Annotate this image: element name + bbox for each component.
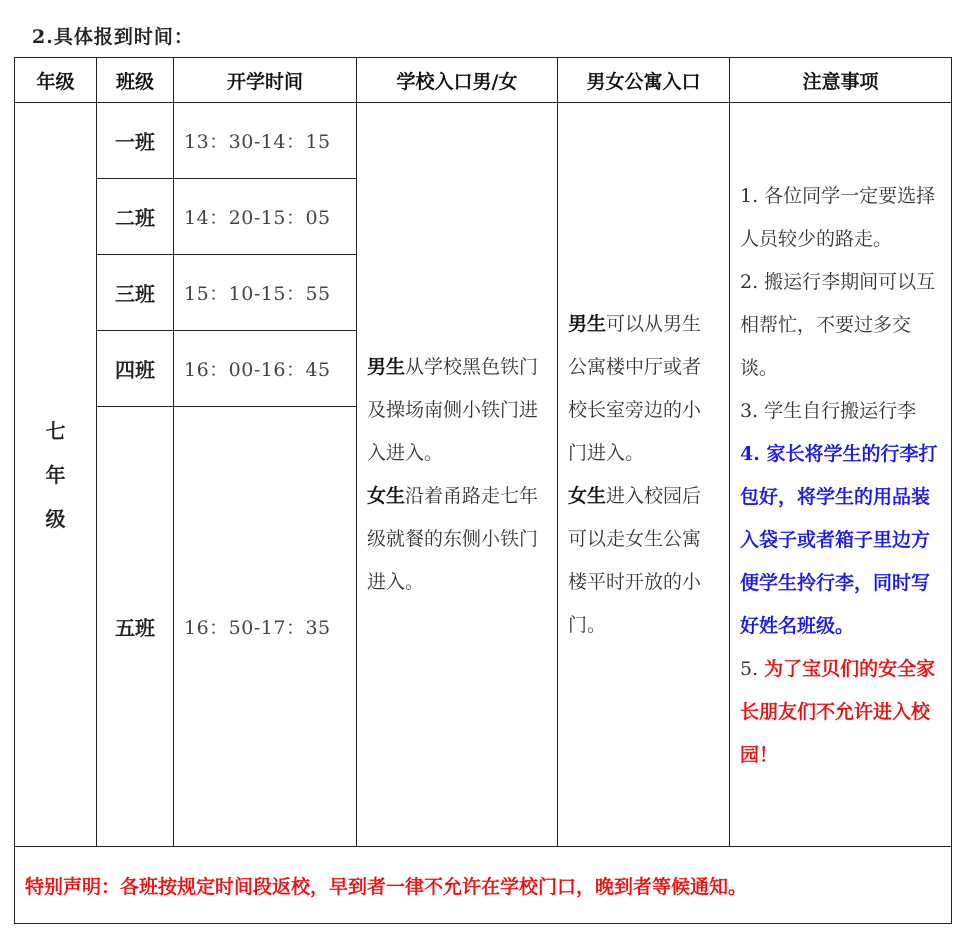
grade-char: 年 [45,462,66,487]
boys-text: 从学校黑色铁门及操场南侧小铁门进入进入。 [367,355,539,464]
notice-row [15,847,952,924]
note-5-prefix: 5. [740,657,765,680]
dorm-entrance-cell [558,103,730,847]
header-row [15,58,952,103]
school-entrance-girls [367,475,547,604]
class-time: 16：00-16：45 [174,331,357,407]
girls-text: 沿着甬路走七年级就餐的东侧小铁门进入。 [367,484,539,593]
school-entrance-cell [357,103,558,847]
girls-text: 进入校园后可以走女生公寓楼平时开放的小门。 [568,484,702,636]
header-grade: 年级 [15,58,97,103]
special-notice: 特别声明：各班按规定时间段返校，早到者一律不允许在学校门口，晚到者等候通知。 [15,847,952,924]
grade-char: 级 [45,506,66,531]
class-time: 14：20-15：05 [174,179,357,255]
girls-label: 女生 [367,484,406,507]
dorm-entrance-girls [568,475,719,647]
header-notes: 注意事项 [730,58,952,103]
header-dorm-entrance: 男女公寓入口 [558,58,730,103]
grade-cell [15,103,97,847]
class-time: 13：30-14：15 [174,103,357,179]
class-name: 二班 [97,179,174,255]
boys-label: 男生 [568,312,607,335]
school-entrance-boys [367,346,547,475]
grade-char: 七 [45,418,66,443]
boys-label: 男生 [367,355,406,378]
class-name: 四班 [97,331,174,407]
header-class: 班级 [97,58,174,103]
class-name: 三班 [97,255,174,331]
note-5 [740,648,945,777]
class-name: 五班 [97,407,174,847]
boys-text: 可以从男生公寓楼中厅或者校长室旁边的小门进入。 [568,312,702,464]
note-1: 1. 各位同学一定要选择人员较少的路走。 [740,184,936,250]
note-3: 3. 学生自行搬运行李 [740,399,917,422]
header-start-time: 开学时间 [174,58,357,103]
class-name: 一班 [97,103,174,179]
note-2: 2. 搬运行李期间可以互相帮忙，不要过多交谈。 [740,270,936,379]
notes-cell [730,103,952,847]
table-row [15,103,952,179]
note-4: 4. 家长将学生的行李打包好，将学生的用品装入袋子或者箱子里边方便学生拎行李，同时写好姓名班级。 [740,442,938,637]
schedule-table [14,57,952,924]
class-time: 16：50-17：35 [174,407,357,847]
note-5-text: 为了宝贝们的安全家长朋友们不允许进入校园！ [740,657,936,766]
girls-label: 女生 [568,484,607,507]
dorm-entrance-boys [568,303,719,475]
section-heading: 2.具体报到时间： [32,26,194,48]
header-school-entrance: 学校入口男/女 [357,58,558,103]
class-time: 15：10-15：55 [174,255,357,331]
